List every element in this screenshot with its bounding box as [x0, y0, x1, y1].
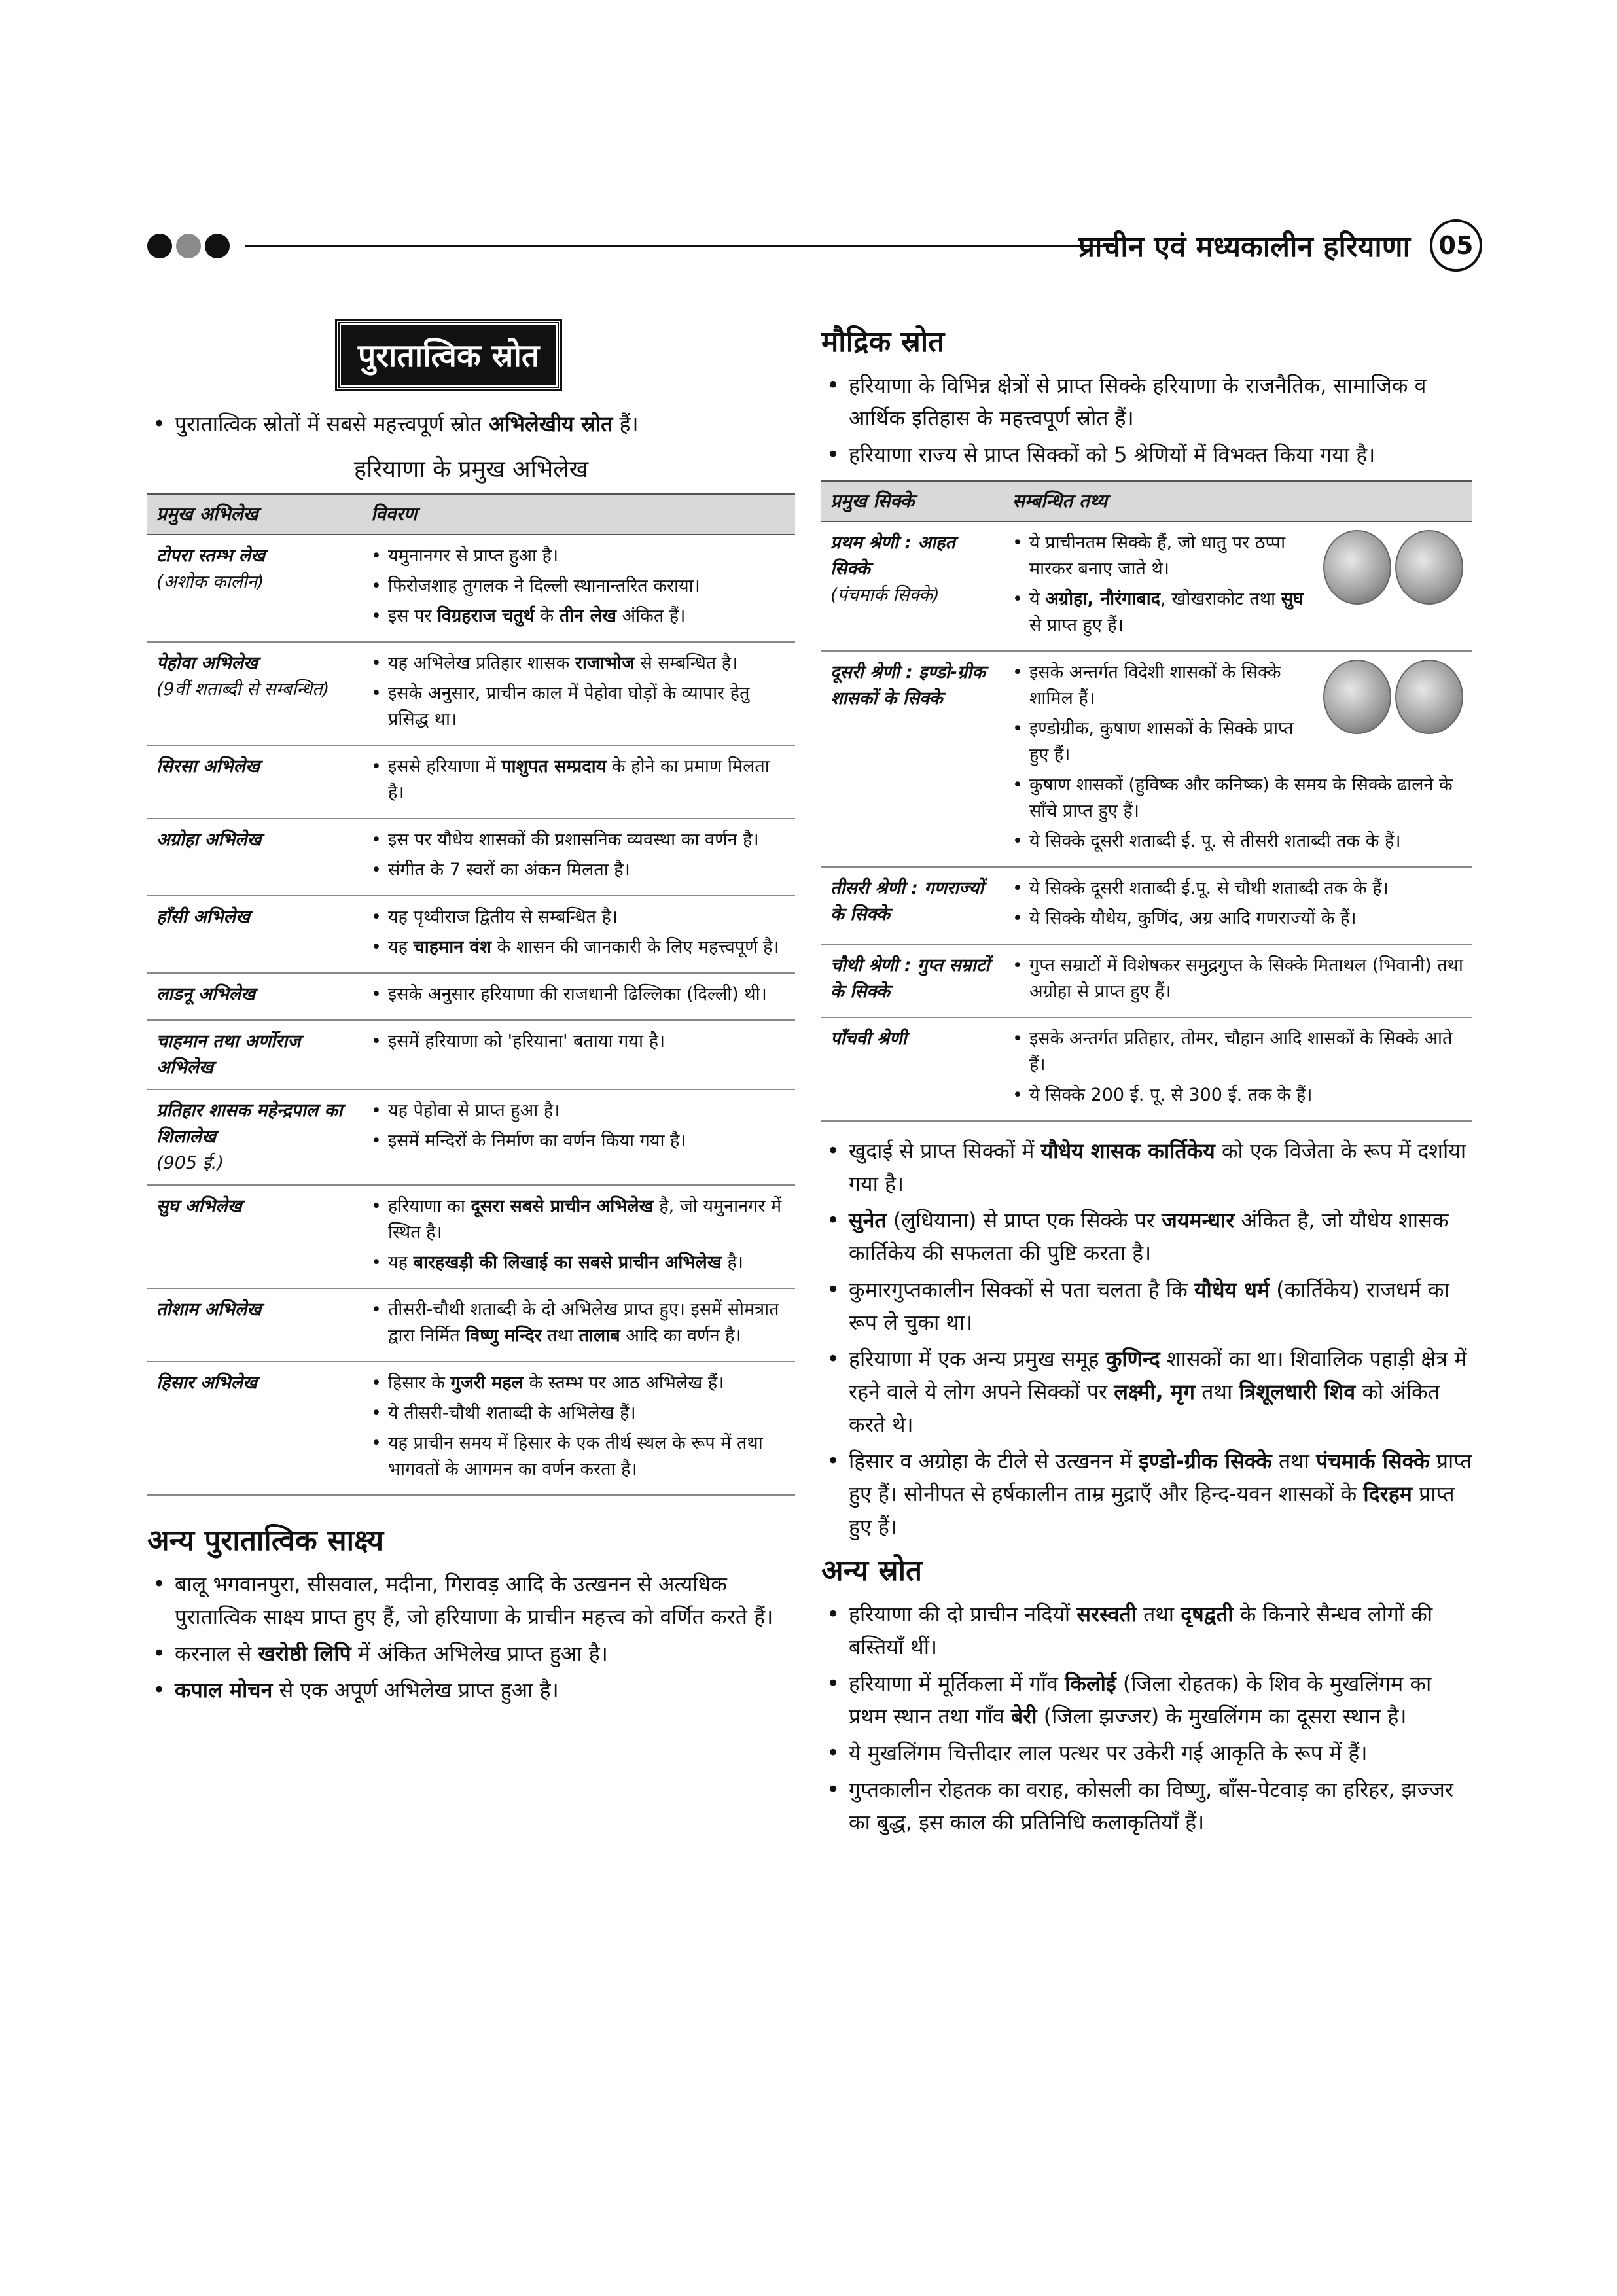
table-row — [147, 1089, 795, 1185]
row-details — [362, 1362, 795, 1495]
evidence-bullet: • कपाल मोचन से एक अपूर्ण अभिलेख प्राप्त हुआ है। — [147, 1674, 795, 1706]
table-row — [147, 1185, 795, 1288]
table-row — [821, 867, 1472, 944]
detail-item: • इसमें हरियाणा को 'हरियाना' बताया गया है। — [371, 1029, 786, 1055]
row-name: चौथी श्रेणी : गुप्त सम्राटों के सिक्के — [821, 944, 1003, 1017]
table-row — [147, 819, 795, 896]
evidence-bullet: • बालू भगवानपुरा, सीसवाल, मदीना, गिरावड़ आदि के उत्खनन से अत्यधिक पुरातात्विक साक्ष्य प्राप्त हुए हैं, जो हरियाणा के प्राचीन महत्त्व को वर्णित करते हैं। — [147, 1568, 795, 1633]
detail-item: • गुप्त सम्राटों में विशेषकर समुद्रगुप्त के सिक्के मिताथल (भिवानी) तथा अग्रोहा से प्राप्त हुए हैं। — [1012, 953, 1463, 1005]
detail-item: • ये सिक्के यौधेय, कुणिंद, अग्र आदि गणराज्यों के हैं। — [1012, 906, 1463, 932]
table-row — [147, 973, 795, 1020]
table-row — [147, 896, 795, 973]
detail-item: • यह पृथ्वीराज द्वितीय से सम्बन्धित है। — [371, 904, 786, 930]
intro-bullets — [147, 408, 795, 440]
row-details — [362, 896, 795, 973]
row-details — [1003, 651, 1472, 867]
other-source-bullet: • गुप्तकालीन रोहतक का वराह, कोसली का विष्णु, बाँस-पेटवाड़ का हरिहर, झज्जर का बुद्ध, इस काल की प्रतिनिधि कलाकृतियाँ हैं। — [821, 1773, 1472, 1839]
detail-item: • यह चाहमान वंश के शासन की जानकारी के लिए महत्त्वपूर्ण है। — [371, 934, 786, 961]
inscriptions-table-body — [147, 535, 795, 1495]
other-evidence-heading: अन्य पुरातात्विक साक्ष्य — [147, 1524, 384, 1557]
table-row — [147, 642, 795, 745]
detail-item: • ये तीसरी-चौथी शताब्दी के अभिलेख हैं। — [371, 1400, 786, 1426]
row-details — [362, 1020, 795, 1089]
numismatic-bullet: • हरियाणा राज्य से प्राप्त सिक्कों को 5 श्रेणियों में विभक्त किया गया है। — [821, 438, 1472, 471]
row-details — [362, 973, 795, 1020]
row-name: टोपरा स्तम्भ लेख (अशोक कालीन) — [147, 535, 362, 642]
other-source-bullet: • ये मुखलिंगम चित्तीदार लाल पत्थर पर उकेरी गई आकृति के रूप में हैं। — [821, 1737, 1472, 1769]
numismatic-intro-bullets — [821, 369, 1472, 471]
row-details — [362, 1185, 795, 1288]
row-name: तीसरी श्रेणी : गणराज्यों के सिक्के — [821, 867, 1003, 944]
detail-item: • यह प्राचीन समय में हिसार के एक तीर्थ स्थल के रूप में तथा भागवतों के आगमन का वर्णन करता है। — [371, 1430, 786, 1483]
inscriptions-table-title: हरियाणा के प्रमुख अभिलेख — [353, 456, 589, 483]
detail-item: • ये सिक्के दूसरी शताब्दी ई.पू. से चौथी शताब्दी तक के हैं। — [1012, 875, 1463, 902]
dot-3 — [205, 234, 230, 258]
col-header-coins: प्रमुख सिक्के — [821, 481, 1003, 521]
row-name: हिसार अभिलेख — [147, 1362, 362, 1495]
row-name: पाँचवी श्रेणी — [821, 1017, 1003, 1121]
table-row — [147, 745, 795, 819]
numismatic-heading: मौद्रिक स्रोत — [821, 325, 945, 359]
coin-fact-bullet: • सुनेत (लुधियाना) से प्राप्त एक सिक्के पर जयमन्धार अंकित है, जो यौधेय शासक कार्तिकेय की सफलता की पुष्टि करता है। — [821, 1204, 1472, 1269]
coins-table — [821, 480, 1472, 1122]
detail-item: • इसके अन्तर्गत विदेशी शासकों के सिक्के शामिल हैं। — [1012, 660, 1463, 712]
coin-facts-bullets — [821, 1135, 1472, 1543]
detail-item: • इसमें मन्दिरों के निर्माण का वर्णन किया गया है। — [371, 1128, 786, 1154]
row-details — [362, 745, 795, 819]
coin-fact-bullet: • खुदाई से प्राप्त सिक्कों में यौधेय शासक कार्तिकेय को एक विजेता के रूप में दर्शाया गया है। — [821, 1135, 1472, 1200]
row-name: हाँसी अभिलेख — [147, 896, 362, 973]
detail-item: • हिसार के गुजरी महल के स्तम्भ पर आठ अभिलेख हैं। — [371, 1370, 786, 1396]
detail-item: • इण्डोग्रीक, कुषाण शासकों के सिक्के प्राप्त हुए हैं। — [1012, 716, 1463, 768]
row-name: प्रथम श्रेणी : आहत सिक्के (पंचमार्क सिक्के) — [821, 521, 1003, 651]
evidence-bullet: • करनाल से खरोष्ठी लिपि में अंकित अभिलेख प्राप्त हुआ है। — [147, 1637, 795, 1670]
row-details — [362, 1288, 795, 1362]
table-row — [147, 1020, 795, 1089]
row-name: पेहोवा अभिलेख (9वीं शताब्दी से सम्बन्धित) — [147, 642, 362, 745]
detail-item: • ये अग्रोहा, नौरंगाबाद, खोखराकोट तथा सुघ से प्राप्त हुए हैं। — [1012, 586, 1463, 639]
row-details — [362, 535, 795, 642]
table-row — [821, 944, 1472, 1017]
row-details — [1003, 1017, 1472, 1121]
dot-1 — [147, 234, 172, 258]
inscriptions-table — [147, 493, 795, 1496]
table-row — [147, 1362, 795, 1495]
detail-item: • इस पर यौधेय शासकों की प्रशासनिक व्यवस्था का वर्णन है। — [371, 827, 786, 853]
intro-bullet: • पुरातात्विक स्रोतों में सबसे महत्त्वपूर्ण स्रोत अभिलेखीय स्रोत हैं। — [147, 408, 795, 440]
row-details — [362, 1089, 795, 1185]
right-column — [821, 321, 1472, 1843]
detail-item: • इससे हरियाणा में पाशुपत सम्प्रदाय के होने का प्रमाण मिलता है। — [371, 754, 786, 806]
col-header-inscription: प्रमुख अभिलेख — [147, 494, 362, 535]
table-row — [821, 521, 1472, 651]
section-title-archaeological: पुरातात्विक स्रोत — [337, 321, 560, 389]
other-source-bullet: • हरियाणा में मूर्तिकला में गाँव किलोई (जिला रोहतक) के शिव के मुखलिंगम का प्रथम स्थान तथा गाँव बेरी (जिला झज्जर) के मुखलिंगम का दूसरा स्थान है। — [821, 1667, 1472, 1733]
chapter-title: प्राचीन एवं मध्यकालीन हरियाणा — [1078, 230, 1410, 264]
detail-item: • यमुनानगर से प्राप्त हुआ है। — [371, 543, 786, 569]
row-name: प्रतिहार शासक महेन्द्रपाल का शिलालेख (905 ई.) — [147, 1089, 362, 1185]
coin-fact-bullet: • कुमारगुप्तकालीन सिक्कों से पता चलता है कि यौधेय धर्म (कार्तिकेय) राजधर्म का रूप ले चुका था। — [821, 1273, 1472, 1339]
coin-fact-bullet: • हिसार व अग्रोहा के टीले से उत्खनन में इण्डो-ग्रीक सिक्के तथा पंचमार्क सिक्के प्राप्त हुए हैं। सोनीपत से हर्षकालीन ताम्र मुद्राएँ और हिन्द-यवन शासकों के दिरहम प्राप्त हुए हैं। — [821, 1445, 1472, 1543]
coins-table-body — [821, 521, 1472, 1121]
detail-item: • यह पेहोवा से प्राप्त हुआ है। — [371, 1098, 786, 1124]
detail-item: • इसके अनुसार, प्राचीन काल में पेहोवा घोड़ों के व्यापार हेतु प्रसिद्ध था। — [371, 680, 786, 733]
row-details — [1003, 867, 1472, 944]
col-header-description: विवरण — [362, 494, 795, 535]
row-details — [1003, 944, 1472, 1017]
row-name: चाहमान तथा अर्णोराज अभिलेख — [147, 1020, 362, 1089]
header-rule — [245, 245, 1116, 247]
table-row — [147, 535, 795, 642]
row-name: सिरसा अभिलेख — [147, 745, 362, 819]
row-name: अग्रोहा अभिलेख — [147, 819, 362, 896]
other-evidence-bullets — [147, 1568, 795, 1706]
detail-item: • इस पर विग्रहराज चतुर्थ के तीन लेख अंकित हैं। — [371, 603, 786, 629]
other-source-bullet: • हरियाणा की दो प्राचीन नदियों सरस्वती तथा दृषद्वती के किनारे सैन्धव लोगों की बस्तियाँ थीं। — [821, 1598, 1472, 1663]
row-name: लाडनू अभिलेख — [147, 973, 362, 1020]
detail-item: • ये सिक्के 200 ई. पू. से 300 ई. तक के हैं। — [1012, 1082, 1463, 1108]
coin-fact-bullet: • हरियाणा में एक अन्य प्रमुख समूह कुणिन्द शासकों का था। शिवालिक पहाड़ी क्षेत्र में रहने वाले ये लोग अपने सिक्कों पर लक्ष्मी, मृग तथा त्रिशूलधारी शिव को अंकित करते थे। — [821, 1343, 1472, 1441]
table-row — [821, 651, 1472, 867]
detail-item: • संगीत के 7 स्वरों का अंकन मिलता है। — [371, 857, 786, 883]
row-name: सुघ अभिलेख — [147, 1185, 362, 1288]
dot-2 — [176, 234, 201, 258]
other-sources-heading: अन्य स्रोत — [821, 1554, 923, 1587]
detail-item: • इसके अनुसार हरियाणा की राजधानी ढिल्लिका (दिल्ली) थी। — [371, 981, 786, 1008]
page-header — [147, 219, 1482, 278]
table-header-row — [821, 481, 1472, 521]
detail-item: • इसके अन्तर्गत प्रतिहार, तोमर, चौहान आदि शासकों के सिक्के आते हैं। — [1012, 1026, 1463, 1078]
detail-item: • फिरोजशाह तुगलक ने दिल्ली स्थानान्तरित कराया। — [371, 573, 786, 599]
numismatic-bullet: • हरियाणा के विभिन्न क्षेत्रों से प्राप्त सिक्के हरियाणा के राजनैतिक, सामाजिक व आर्थिक इतिहास के महत्त्वपूर्ण स्रोत हैं। — [821, 369, 1472, 434]
detail-item: • ये सिक्के दूसरी शताब्दी ई. पू. से तीसरी शताब्दी तक के हैं। — [1012, 828, 1463, 855]
detail-item: • यह अभिलेख प्रतिहार शासक राजाभोज से सम्बन्धित है। — [371, 650, 786, 677]
detail-item: • हरियाणा का दूसरा सबसे प्राचीन अभिलेख है, जो यमुनानगर में स्थित है। — [371, 1193, 786, 1246]
row-details — [362, 642, 795, 745]
table-row — [821, 1017, 1472, 1121]
row-details — [362, 819, 795, 896]
detail-item: • ये प्राचीनतम सिक्के हैं, जो धातु पर ठप्पा मारकर बनाए जाते थे। — [1012, 530, 1463, 582]
row-name: दूसरी श्रेणी : इण्डो-ग्रीक शासकों के सिक्के — [821, 651, 1003, 867]
left-column — [147, 321, 795, 1710]
row-details — [1003, 521, 1472, 651]
detail-item: • तीसरी-चौथी शताब्दी के दो अभिलेख प्राप्त हुए। इसमें सोमत्रात द्वारा निर्मित विष्णु मन्दिर तथा तालाब आदि का वर्णन है। — [371, 1297, 786, 1349]
row-name: तोशाम अभिलेख — [147, 1288, 362, 1362]
detail-item: • यह बारहखड़ी की लिखाई का सबसे प्राचीन अभिलेख है। — [371, 1250, 786, 1276]
page-number: 05 — [1430, 219, 1482, 272]
col-header-facts: सम्बन्धित तथ्य — [1003, 481, 1472, 521]
other-sources-bullets — [821, 1598, 1472, 1839]
table-header-row — [147, 494, 795, 535]
detail-item: • कुषाण शासकों (हुविष्क और कनिष्क) के समय के सिक्के ढालने के साँचे प्राप्त हुए हैं। — [1012, 772, 1463, 824]
table-row — [147, 1288, 795, 1362]
